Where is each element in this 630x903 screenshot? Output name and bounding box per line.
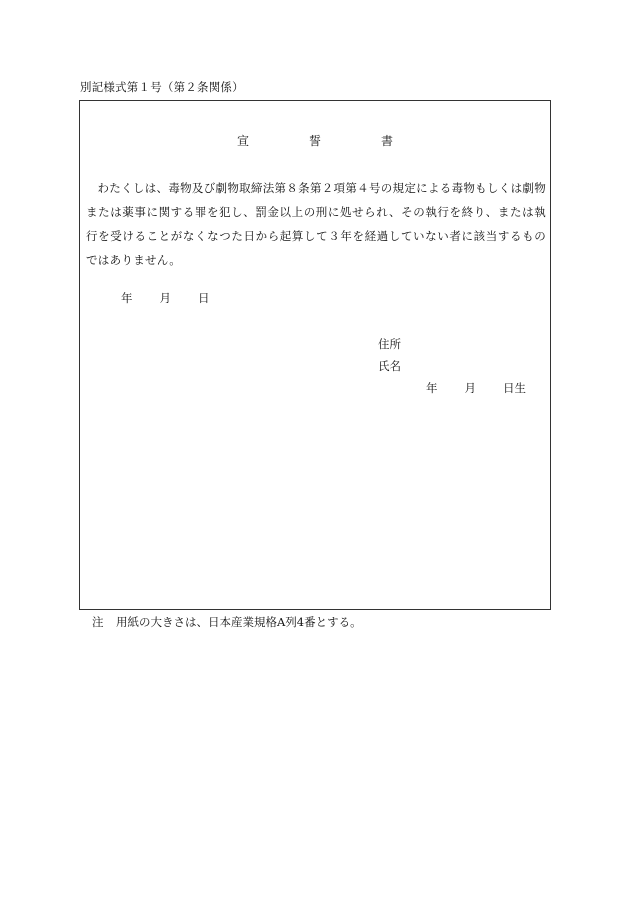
birth-month-label: 月: [464, 381, 476, 395]
note-text: 用紙の大きさは、日本産業規格A列4番とする。: [116, 615, 362, 629]
note-mark: 注: [92, 615, 104, 629]
date-year-label: 年: [121, 291, 133, 305]
declaration-form: [79, 100, 551, 610]
date-day-label: 日: [198, 291, 210, 305]
title-char-1: 宣: [236, 134, 249, 148]
document-title: [80, 132, 550, 149]
date-month-label: 月: [159, 291, 171, 305]
name-label: 氏名: [378, 359, 401, 373]
birth-day-label: 日生: [503, 381, 526, 395]
address-label: 住所: [378, 337, 401, 351]
declaration-date: [121, 290, 210, 306]
birth-date: [426, 380, 526, 396]
title-char-2: 誓: [308, 134, 321, 148]
declaration-text: わたくしは、毒物及び劇物取締法第８条第２項第４号の規定による毒物もしくは劇物または薬事に関する罪を犯し、罰金以上の刑に処せられ、その執行を終り、または執行を受けることがなくなつた日から起算して３年を経過していない者に該当するものではありません。: [86, 181, 546, 267]
paper-size-note: [92, 614, 362, 630]
birth-year-label: 年: [426, 381, 438, 395]
form-label: 別記様式第１号（第２条関係）: [80, 80, 244, 94]
title-char-3: 書: [381, 134, 394, 148]
